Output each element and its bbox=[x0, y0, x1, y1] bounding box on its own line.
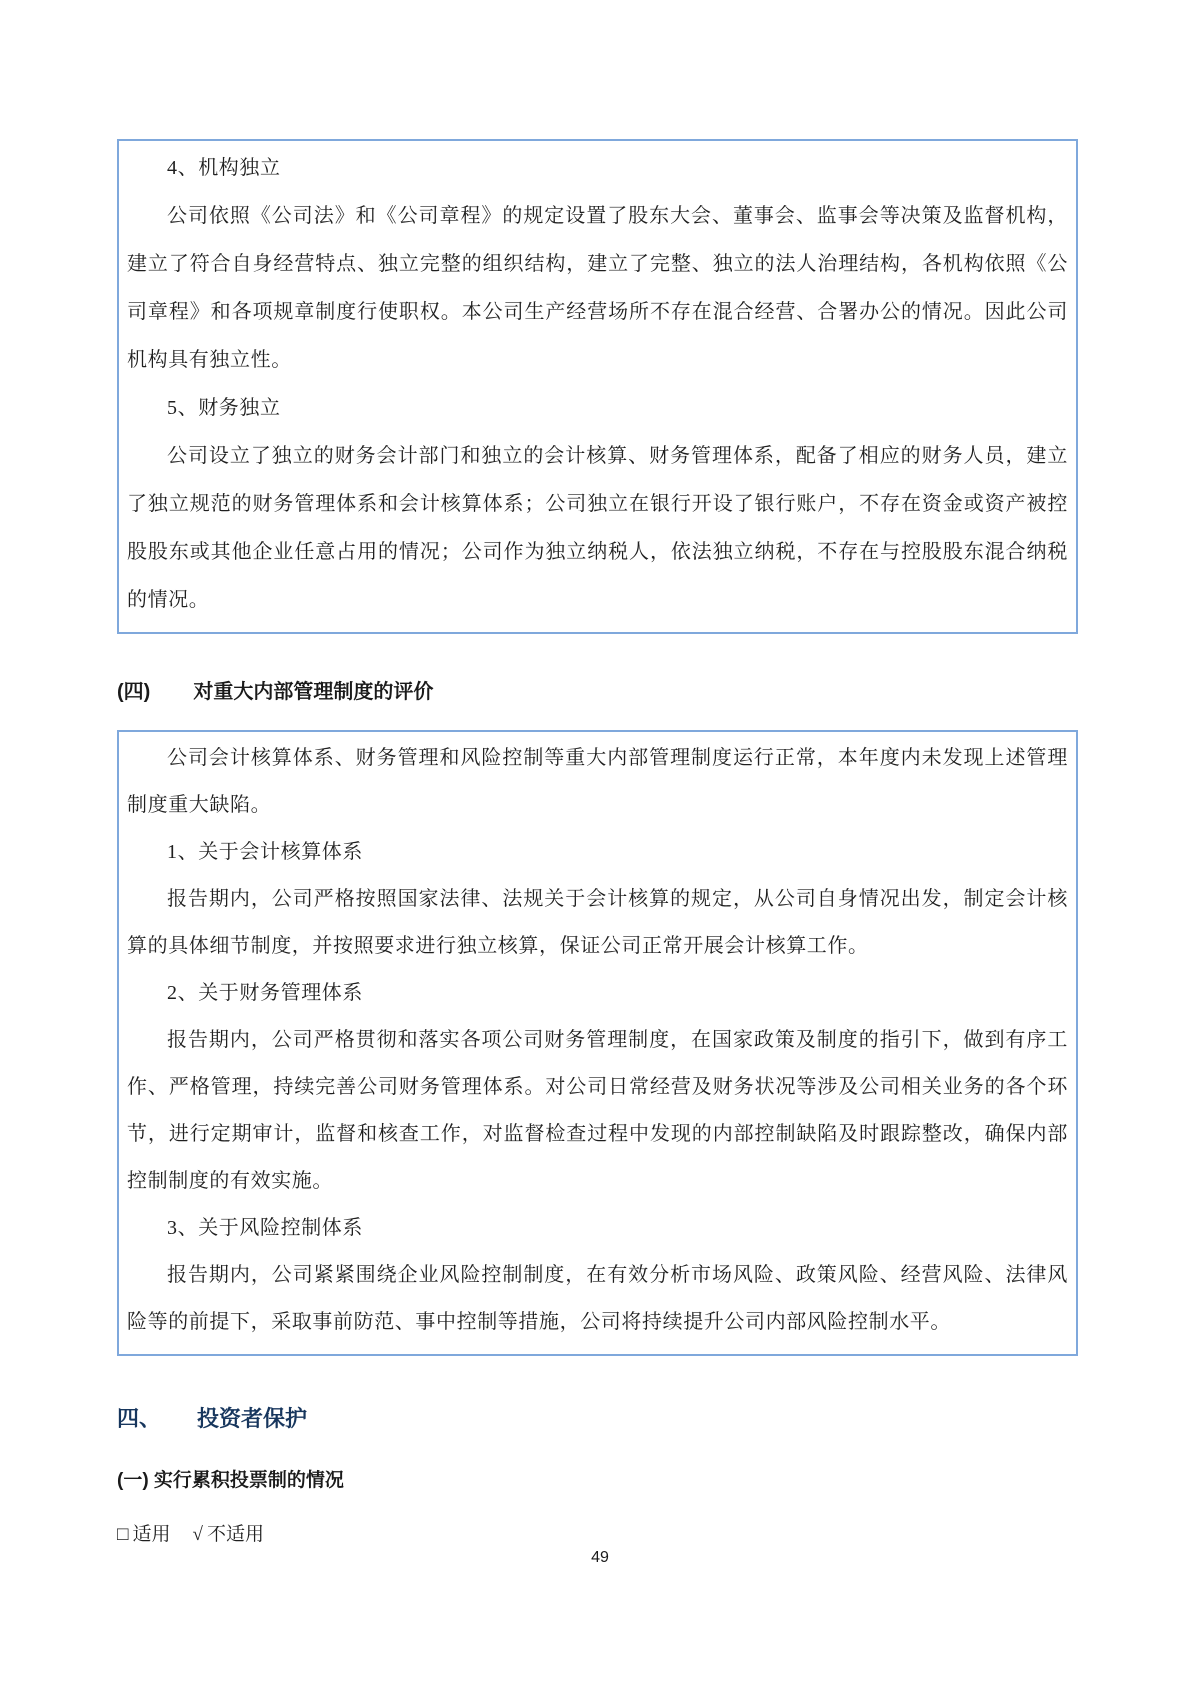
page-number: 49 bbox=[591, 1549, 609, 1566]
independence-section-box bbox=[117, 139, 1078, 634]
section-title: 对重大内部管理制度的评价 bbox=[193, 681, 434, 703]
section-heading-internal-management-evaluation bbox=[117, 678, 1078, 706]
section-heading-investor-protection bbox=[117, 1404, 1078, 1434]
paragraph-eval-intro: 公司会计核算体系、财务管理和风险控制等重大内部管理制度运行正常，本年度内未发现上述管理制度重大缺陷。 bbox=[127, 747, 1068, 816]
paragraph-risk-control-system: 报告期内，公司紧紧围绕企业风险控制制度，在有效分析市场风险、政策风险、经营风险、法律风险等的前提下，采取事前防范、事中控制等措施，公司将持续提升公司内部风险控制水平。 bbox=[127, 1264, 1068, 1333]
subsection-heading-cumulative-voting: (一) 实行累积投票制的情况 bbox=[117, 1470, 344, 1491]
section-number: (四) bbox=[117, 681, 151, 703]
subheading-accounting-system: 1、关于会计核算体系 bbox=[167, 841, 363, 863]
paragraph-org-independence: 公司依照《公司法》和《公司章程》的规定设置了股东大会、董事会、监事会等决策及监督机构，建立了符合自身经营特点、独立完整的组织结构，建立了完整、独立的法人治理结构，各机构依照《公司章程》和各项规章制度行使职权。本公司生产经营场所不存在混合经营、合署办公的情况。因此公司机构具有独立性。 bbox=[127, 205, 1068, 371]
section-title: 投资者保护 bbox=[197, 1406, 308, 1431]
subheading-financial-independence: 5、财务独立 bbox=[167, 397, 281, 419]
heading-gap bbox=[150, 678, 193, 706]
paragraph-financial-independence: 公司设立了独立的财务会计部门和独立的会计核算、财务管理体系，配备了相应的财务人员，建立了独立规范的财务管理体系和会计核算体系；公司独立在银行开设了银行账户，不存在资金或资产被控股股东或其他企业任意占用的情况；公司作为独立纳税人，依法独立纳税，不存在与控股股东混合纳税的情况。 bbox=[127, 445, 1068, 611]
evaluation-section-box bbox=[117, 730, 1078, 1356]
checkbox-empty-icon: □ bbox=[117, 1524, 129, 1545]
applicable-label: 适用 bbox=[132, 1524, 171, 1545]
subheading-risk-control-system: 3、关于风险控制体系 bbox=[167, 1217, 363, 1239]
section-number: 四、 bbox=[117, 1406, 162, 1431]
paragraph-financial-management-system: 报告期内，公司严格贯彻和落实各项公司财务管理制度，在国家政策及制度的指引下，做到有序工作、严格管理，持续完善公司财务管理体系。对公司日常经营及财务状况等涉及公司相关业务的各个环节，进行定期审计，监督和核查工作，对监督检查过程中发现的内部控制缺陷及时跟踪整改，确保内部控制制度的有效实施。 bbox=[127, 1029, 1068, 1192]
page-content bbox=[117, 0, 1078, 1548]
applicability-line bbox=[117, 1522, 1078, 1548]
subheading-financial-management-system: 2、关于财务管理体系 bbox=[167, 982, 363, 1004]
check-mark-icon: √ bbox=[192, 1524, 203, 1545]
subheading-org-independence: 4、机构独立 bbox=[167, 157, 281, 179]
paragraph-accounting-system: 报告期内，公司严格按照国家法律、法规关于会计核算的规定，从公司自身情况出发，制定会计核算的具体细节制度，并按照要求进行独立核算，保证公司正常开展会计核算工作。 bbox=[127, 888, 1068, 957]
heading-gap bbox=[161, 1404, 197, 1434]
not-applicable-label: 不适用 bbox=[206, 1524, 264, 1545]
